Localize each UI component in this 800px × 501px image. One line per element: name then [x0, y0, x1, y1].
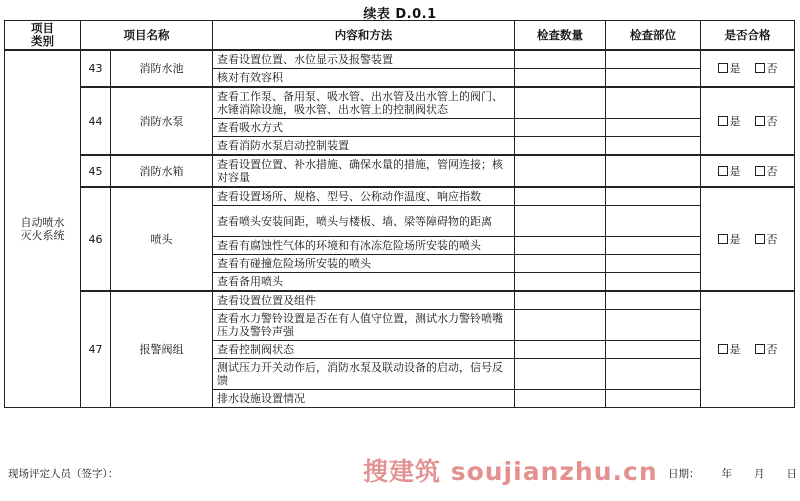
qty-cell[interactable] [515, 273, 606, 292]
inspection-table [4, 20, 795, 408]
qty-cell[interactable] [515, 359, 606, 390]
location-cell[interactable] [606, 341, 701, 359]
qty-cell[interactable] [515, 310, 606, 341]
location-cell[interactable] [606, 187, 701, 206]
location-cell[interactable] [606, 310, 701, 341]
qty-cell[interactable] [515, 155, 606, 187]
pass-check [701, 87, 795, 155]
yes-label: 是 [729, 114, 741, 128]
qty-cell[interactable] [515, 206, 606, 237]
no-label: 否 [766, 343, 778, 356]
no-label: 否 [766, 114, 778, 128]
item-name: 消防水池 [111, 50, 213, 87]
location-cell[interactable] [606, 237, 701, 255]
header-content: 内容和方法 [213, 21, 515, 51]
yes-label: 是 [729, 164, 741, 178]
item-number: 44 [81, 87, 111, 155]
location-cell[interactable] [606, 390, 701, 408]
content-cell: 查看设置场所、规格、型号、公称动作温度、响应指数 [213, 187, 515, 206]
qty-cell[interactable] [515, 341, 606, 359]
content-cell: 查看控制阀状态 [213, 341, 515, 359]
watermark: 搜建筑 soujianzhu.cn [363, 457, 658, 486]
content-cell: 查看喷头安装间距，喷头与楼板、墙、梁等障碍物的距离 [213, 206, 515, 237]
item-name: 报警阀组 [111, 291, 213, 408]
qty-cell[interactable] [515, 390, 606, 408]
table-title: 续表 D.0.1 [363, 7, 437, 22]
yes-label: 是 [729, 343, 741, 356]
header-category: 项目 类别 [5, 21, 81, 51]
year-label: 年 [721, 468, 732, 480]
day-label: 日 [786, 468, 797, 480]
yes-label: 是 [729, 232, 741, 246]
content-cell: 测试压力开关动作后，消防水泵及联动设备的启动，信号反馈 [213, 359, 515, 390]
month-label: 月 [754, 468, 765, 480]
location-cell[interactable] [606, 50, 701, 69]
yes-label: 是 [729, 62, 741, 75]
no-checkbox[interactable] [755, 344, 765, 354]
item-number: 43 [81, 50, 111, 87]
no-label: 否 [766, 164, 778, 178]
location-cell[interactable] [606, 291, 701, 310]
content-cell: 查看工作泵、备用泵、吸水管、出水管及出水管上的阀门、水锤消除设施，吸水管、出水管上的控制阀状态 [213, 87, 515, 119]
qty-cell[interactable] [515, 119, 606, 137]
table-row [5, 187, 795, 206]
item-number: 45 [81, 155, 111, 187]
no-checkbox[interactable] [755, 63, 765, 73]
content-cell: 查看备用喷头 [213, 273, 515, 292]
yes-checkbox[interactable] [718, 234, 728, 244]
table-row [5, 155, 795, 187]
assessor-signature-label: 现场评定人员（签字）： [8, 468, 119, 480]
pass-check [701, 155, 795, 187]
category-cell: 自动喷水 灭火系统 [5, 50, 81, 408]
qty-cell[interactable] [515, 137, 606, 156]
yes-checkbox[interactable] [718, 63, 728, 73]
qty-cell[interactable] [515, 50, 606, 69]
qty-cell[interactable] [515, 237, 606, 255]
item-name: 消防水箱 [111, 155, 213, 187]
header-location: 检查部位 [606, 21, 701, 51]
no-label: 否 [766, 232, 778, 246]
location-cell[interactable] [606, 206, 701, 237]
item-name: 消防水泵 [111, 87, 213, 155]
table-row [5, 50, 795, 69]
table-row [5, 291, 795, 310]
location-cell[interactable] [606, 87, 701, 119]
yes-checkbox[interactable] [718, 344, 728, 354]
qty-cell[interactable] [515, 255, 606, 273]
content-cell: 查看消防水泵启动控制装置 [213, 137, 515, 156]
location-cell[interactable] [606, 255, 701, 273]
no-label: 否 [766, 62, 778, 75]
qty-cell[interactable] [515, 69, 606, 88]
location-cell[interactable] [606, 69, 701, 88]
item-number: 46 [81, 187, 111, 291]
header-qty: 检查数量 [515, 21, 606, 51]
qty-cell[interactable] [515, 291, 606, 310]
content-cell: 查看水力警铃设置是否在有人值守位置，测试水力警铃喷嘴压力及警铃声强 [213, 310, 515, 341]
content-cell: 排水设施设置情况 [213, 390, 515, 408]
content-cell: 查看吸水方式 [213, 119, 515, 137]
date-label: 日期： [668, 468, 700, 480]
content-cell: 查看有碰撞危险场所安装的喷头 [213, 255, 515, 273]
yes-checkbox[interactable] [718, 166, 728, 176]
item-number: 47 [81, 291, 111, 408]
date-line [668, 466, 797, 481]
header-name: 项目名称 [81, 21, 213, 51]
no-checkbox[interactable] [755, 166, 765, 176]
qty-cell[interactable] [515, 187, 606, 206]
no-checkbox[interactable] [755, 116, 765, 126]
content-cell: 核对有效容积 [213, 69, 515, 88]
content-cell: 查看设置位置、补水措施、确保水量的措施，管网连接；核对容量 [213, 155, 515, 187]
no-checkbox[interactable] [755, 234, 765, 244]
qty-cell[interactable] [515, 87, 606, 119]
pass-check [701, 291, 795, 408]
pass-check [701, 187, 795, 291]
location-cell[interactable] [606, 137, 701, 156]
content-cell: 查看有腐蚀性气体的环境和有冰冻危险场所安装的喷头 [213, 237, 515, 255]
item-name: 喷头 [111, 187, 213, 291]
location-cell[interactable] [606, 155, 701, 187]
table-row [5, 87, 795, 119]
pass-check [701, 50, 795, 87]
location-cell[interactable] [606, 359, 701, 390]
yes-checkbox[interactable] [718, 116, 728, 126]
location-cell[interactable] [606, 273, 701, 292]
content-cell: 查看设置位置、水位显示及报警装置 [213, 50, 515, 69]
header-pass: 是否合格 [701, 21, 795, 51]
location-cell[interactable] [606, 119, 701, 137]
content-cell: 查看设置位置及组件 [213, 291, 515, 310]
